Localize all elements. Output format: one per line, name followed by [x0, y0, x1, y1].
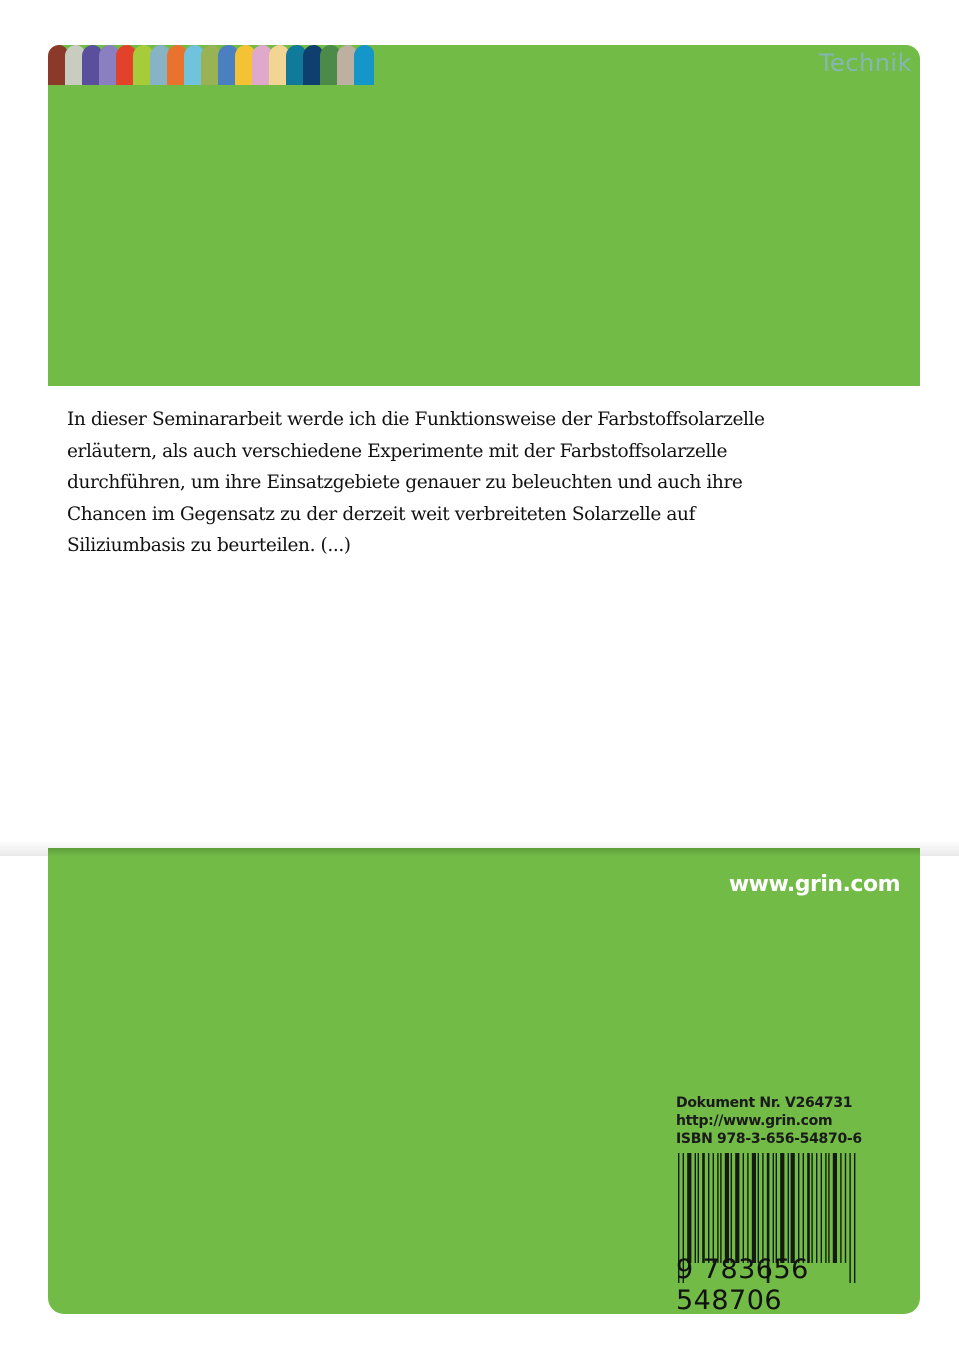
book-description: [67, 404, 827, 562]
description-line: erläutern, als auch verschiedene Experimente mit der Farbstoffsolarzelle: [67, 440, 727, 462]
publisher-website: www.grin.com: [728, 872, 900, 897]
description-line: In dieser Seminararbeit werde ich die Funktionsweise der Farbstoffsolarzelle: [67, 409, 765, 430]
cover-top-panel: [48, 45, 920, 386]
document-number: Dokument Nr. V264731: [676, 1095, 853, 1111]
barcode-digits: 9 783656 548706: [676, 1254, 809, 1316]
cover-bottom-panel: [48, 848, 920, 1314]
category-label: Technik: [818, 49, 912, 77]
isbn: ISBN 978-3-656-54870-6: [676, 1131, 862, 1147]
description-line: Chancen im Gegensatz zu der derzeit weit verbreiteten Solarzelle auf: [67, 503, 696, 525]
publisher-url: http://www.grin.com: [676, 1113, 833, 1129]
color-tabs-decoration: [48, 45, 371, 85]
color-tab: [354, 45, 374, 85]
publication-info: [676, 1094, 862, 1148]
description-line: durchführen, um ihre Einsatzgebiete genauer zu beleuchten und auch ihre: [67, 472, 743, 493]
description-line: Siliziumbasis zu beurteilen. (...): [67, 535, 351, 556]
